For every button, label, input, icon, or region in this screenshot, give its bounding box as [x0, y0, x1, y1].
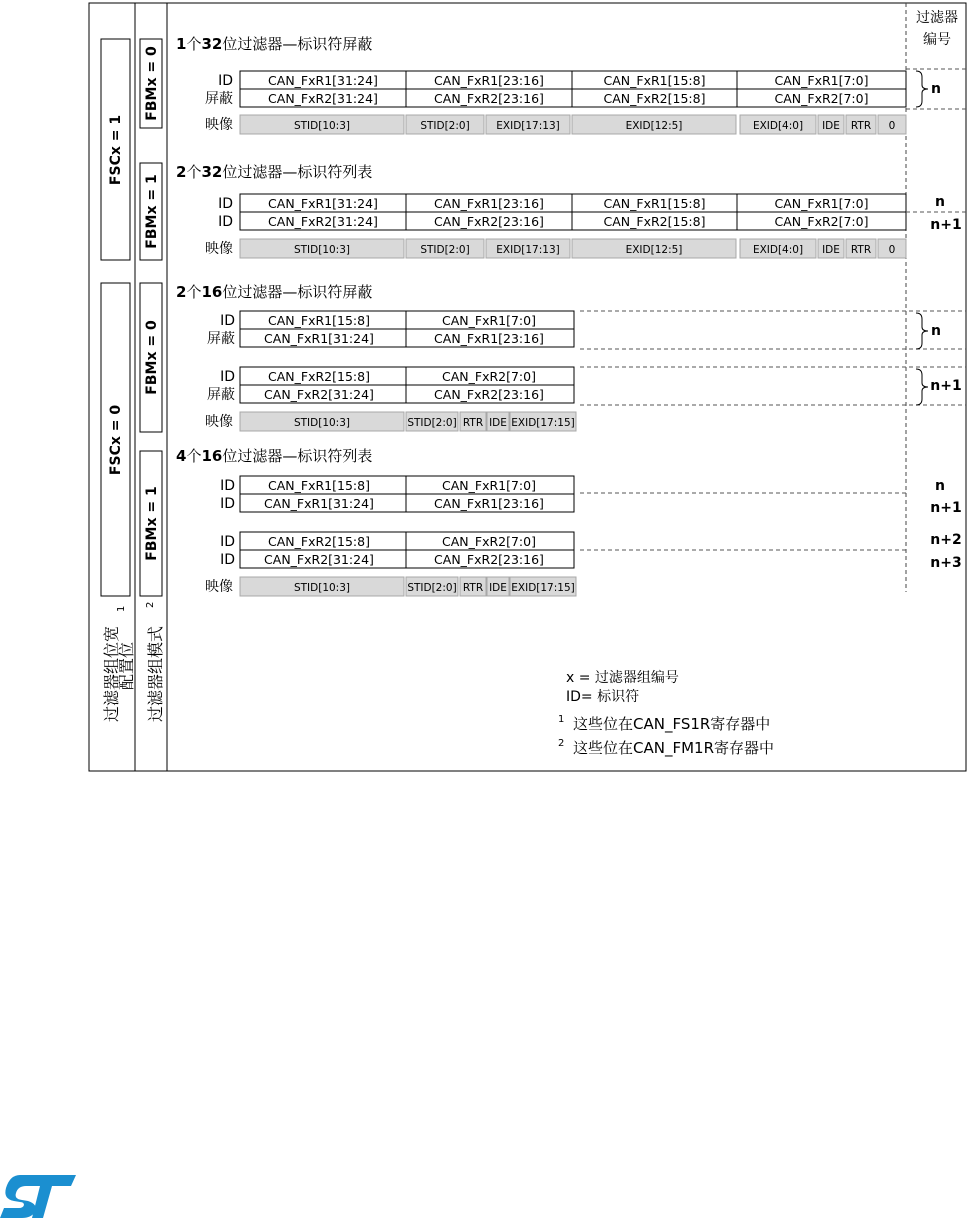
note-x-definition: x = 过滤器组编号: [566, 670, 679, 686]
register-cell: CAN_FxR1[7:0]: [442, 478, 536, 493]
mapping-cell-label: STID[10:3]: [293, 244, 351, 256]
brace: [916, 71, 928, 107]
mapping-cell-label: IDE: [489, 582, 507, 594]
register-cell: CAN_FxR1[31:24]: [268, 196, 378, 211]
mapping-cell-label: STID[10:3]: [293, 120, 351, 132]
note-fs1r: 这些位在CAN_FS1R寄存器中: [573, 715, 771, 733]
mapping-cell-label: EXID[17:15]: [511, 582, 575, 594]
section-title-part: 4: [176, 447, 187, 465]
row-label: ID: [220, 369, 235, 385]
mapping-cell-label: EXID[4:0]: [752, 244, 804, 256]
mapping-cell-label: EXID[12:5]: [625, 244, 683, 256]
row-label: ID: [220, 496, 235, 512]
mode-caption: 过滤器组模式: [146, 625, 165, 722]
mapping-cell-label: RTR: [462, 417, 484, 429]
section-title: [176, 447, 372, 465]
map-label: 映像: [205, 579, 233, 595]
register-cell: CAN_FxR2[7:0]: [774, 91, 869, 106]
section-title-part: 个: [186, 35, 202, 53]
section-title-part: 2: [176, 163, 187, 181]
section-title-part: 32: [201, 163, 223, 181]
register-cell: CAN_FxR2[7:0]: [442, 534, 536, 549]
fbm-label-0: FBMx = 0: [144, 46, 160, 121]
mapping-cell-label: EXID[4:0]: [752, 120, 804, 132]
register-cell: CAN_FxR1[31:24]: [264, 331, 374, 346]
filter-number-header: 编号: [923, 32, 951, 48]
filter-number: n+3: [930, 555, 962, 571]
register-cell: CAN_FxR2[15:8]: [603, 214, 706, 229]
filter-number: n+1: [930, 378, 962, 394]
register-cell: CAN_FxR1[15:8]: [268, 313, 370, 328]
row-label: ID: [220, 478, 235, 494]
mapping-cell-label: 0: [888, 244, 896, 256]
register-cell: CAN_FxR2[23:16]: [434, 552, 544, 567]
fbm-label-3: FBMx = 1: [144, 486, 160, 561]
register-cell: CAN_FxR2[31:24]: [264, 552, 374, 567]
section-title-part: 位过滤器—标识符列表: [222, 163, 373, 181]
mapping-cell-label: STID[2:0]: [420, 244, 470, 256]
filter-number: n: [935, 478, 945, 494]
row-label: 屏蔽: [207, 331, 235, 347]
bit-scale-caption: 配置位: [117, 641, 136, 690]
bit-scale-superscript: 1: [116, 605, 127, 612]
note-fm1r: 这些位在CAN_FM1R寄存器中: [573, 739, 774, 757]
filter-number: n+2: [930, 532, 962, 548]
row-label: ID: [220, 313, 235, 329]
mapping-cell-label: RTR: [462, 582, 484, 594]
section-title: [176, 283, 372, 301]
mapping-cell-label: EXID[17:13]: [496, 244, 560, 256]
mapping-cell-label: IDE: [489, 417, 507, 429]
section-title-part: 2: [176, 283, 187, 301]
section-title-part: 个: [186, 163, 202, 181]
register-cell: CAN_FxR1[15:8]: [268, 478, 370, 493]
note-superscript: 2: [558, 738, 565, 749]
filter-number-header: 过滤器: [916, 10, 958, 26]
register-cell: CAN_FxR1[7:0]: [774, 73, 869, 88]
st-logo: [0, 1175, 76, 1218]
fbm-label-2: FBMx = 0: [144, 320, 160, 395]
register-cell: CAN_FxR2[15:8]: [268, 534, 370, 549]
section-title-part: 16: [201, 447, 223, 465]
st-logo-mark: [0, 1175, 76, 1218]
register-cell: CAN_FxR2[7:0]: [442, 369, 536, 384]
brace: [916, 369, 928, 405]
register-cell: CAN_FxR2[23:16]: [434, 214, 544, 229]
map-label: 映像: [205, 414, 233, 430]
register-cell: CAN_FxR1[15:8]: [603, 196, 706, 211]
mapping-cell-label: STID[10:3]: [293, 582, 351, 594]
register-cell: CAN_FxR1[15:8]: [603, 73, 706, 88]
section-title-part: 个: [186, 283, 202, 301]
filter-number: n: [931, 323, 941, 339]
register-cell: CAN_FxR1[23:16]: [434, 196, 544, 211]
brace: [916, 313, 928, 349]
section-title-part: 1: [176, 35, 187, 53]
mapping-cell-label: STID[2:0]: [407, 417, 457, 429]
note-superscript: 1: [558, 714, 565, 725]
mapping-cell-label: EXID[12:5]: [625, 120, 683, 132]
register-cell: CAN_FxR1[23:16]: [434, 496, 544, 511]
note-id-definition: ID= 标识符: [566, 689, 640, 705]
section-title-part: 位过滤器—标识符屏蔽: [222, 283, 373, 301]
register-cell: CAN_FxR1[31:24]: [264, 496, 374, 511]
register-cell: CAN_FxR2[31:24]: [268, 91, 378, 106]
section-title-part: 位过滤器—标识符屏蔽: [222, 35, 373, 53]
map-label: 映像: [205, 117, 233, 133]
mode-superscript: 2: [145, 601, 156, 608]
content-layer: [0, 9, 966, 1218]
section-title-part: 个: [186, 447, 202, 465]
mapping-cell-label: STID[2:0]: [407, 582, 457, 594]
filter-number: n+1: [930, 217, 962, 233]
register-cell: CAN_FxR1[31:24]: [268, 73, 378, 88]
mapping-cell-label: RTR: [850, 244, 872, 256]
filter-number: n+1: [930, 500, 962, 516]
register-cell: CAN_FxR1[23:16]: [434, 73, 544, 88]
mapping-cell-label: EXID[17:13]: [496, 120, 560, 132]
mapping-cell-label: IDE: [822, 120, 840, 132]
mapping-cell-label: EXID[17:15]: [511, 417, 575, 429]
row-label: ID: [218, 196, 233, 212]
register-cell: CAN_FxR1[7:0]: [442, 313, 536, 328]
fbm-label-1: FBMx = 1: [144, 174, 160, 249]
map-label: 映像: [205, 241, 233, 257]
fsc1-label: FSCx = 1: [108, 114, 124, 186]
register-cell: CAN_FxR2[7:0]: [774, 214, 869, 229]
bit-scale-caption: 过滤器组位宽: [102, 625, 121, 722]
mapping-cell-label: 0: [888, 120, 896, 132]
section-title: [176, 35, 372, 53]
row-label: 屏蔽: [205, 91, 233, 107]
register-cell: CAN_FxR2[31:24]: [268, 214, 378, 229]
row-label: ID: [220, 552, 235, 568]
row-label: ID: [218, 73, 233, 89]
mapping-cell-label: RTR: [850, 120, 872, 132]
row-label: ID: [220, 534, 235, 550]
mapping-cell-label: STID[2:0]: [420, 120, 470, 132]
register-cell: CAN_FxR2[15:8]: [603, 91, 706, 106]
register-cell: CAN_FxR1[23:16]: [434, 331, 544, 346]
section-title-part: 位过滤器—标识符列表: [222, 447, 373, 465]
register-cell: CAN_FxR2[31:24]: [264, 387, 374, 402]
mapping-cell-label: IDE: [822, 244, 840, 256]
row-label: ID: [218, 214, 233, 230]
fsc0-label: FSCx = 0: [108, 404, 124, 476]
section-title-part: 32: [201, 35, 223, 53]
section-title-part: 16: [201, 283, 223, 301]
section-title: [176, 163, 372, 181]
register-cell: CAN_FxR2[23:16]: [434, 91, 544, 106]
filter-number: n: [931, 81, 941, 97]
register-cell: CAN_FxR2[23:16]: [434, 387, 544, 402]
mapping-cell-label: STID[10:3]: [293, 417, 351, 429]
row-label: 屏蔽: [207, 387, 235, 403]
register-cell: CAN_FxR1[7:0]: [774, 196, 869, 211]
register-cell: CAN_FxR2[15:8]: [268, 369, 370, 384]
filter-number: n: [935, 194, 945, 210]
